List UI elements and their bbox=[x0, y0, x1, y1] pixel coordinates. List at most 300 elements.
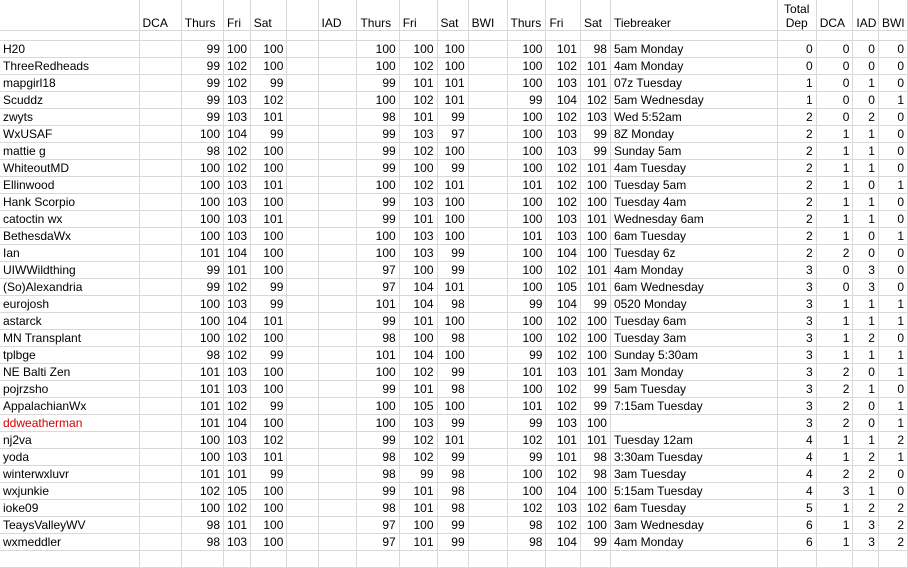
iad-fri-cell[interactable]: 102 bbox=[399, 92, 437, 109]
iad-fri-cell[interactable]: 102 bbox=[399, 432, 437, 449]
iad-label-cell[interactable] bbox=[318, 41, 357, 58]
dep-iad-cell[interactable]: 2 bbox=[853, 500, 879, 517]
bwi-fri-cell[interactable]: 102 bbox=[546, 58, 580, 75]
total-dep-cell[interactable]: 2 bbox=[777, 211, 816, 228]
dca-label-cell[interactable] bbox=[139, 313, 181, 330]
tiebreaker-cell[interactable]: 7:15am Tuesday bbox=[610, 398, 777, 415]
iad-label-cell[interactable] bbox=[318, 330, 357, 347]
dep-dca-cell[interactable]: 1 bbox=[816, 296, 853, 313]
dca-fri-cell[interactable]: 101 bbox=[224, 517, 251, 534]
iad-fri-cell[interactable]: 101 bbox=[399, 500, 437, 517]
bwi-fri-cell[interactable]: 104 bbox=[546, 296, 580, 313]
bwi-thurs-cell[interactable]: 99 bbox=[507, 415, 546, 432]
dep-bwi-cell[interactable]: 0 bbox=[878, 75, 907, 92]
dep-bwi-cell[interactable]: 2 bbox=[878, 517, 907, 534]
spacer-cell[interactable] bbox=[287, 347, 318, 364]
dca-sat-cell[interactable]: 102 bbox=[250, 92, 287, 109]
name-cell[interactable]: eurojosh bbox=[0, 296, 139, 313]
name-cell[interactable]: nj2va bbox=[0, 432, 139, 449]
dca-fri-cell[interactable]: 103 bbox=[224, 432, 251, 449]
dca-label-cell[interactable] bbox=[139, 466, 181, 483]
dca-thurs-cell[interactable]: 100 bbox=[181, 126, 223, 143]
dca-label-cell[interactable] bbox=[139, 262, 181, 279]
dca-label-cell[interactable] bbox=[139, 92, 181, 109]
empty-cell[interactable] bbox=[0, 31, 139, 41]
dep-dca-cell[interactable]: 2 bbox=[816, 245, 853, 262]
empty-cell[interactable] bbox=[777, 551, 816, 568]
bwi-label-cell[interactable] bbox=[468, 177, 507, 194]
dca-sat-cell[interactable]: 100 bbox=[250, 143, 287, 160]
dep-bwi-cell[interactable]: 0 bbox=[878, 330, 907, 347]
spacer-cell[interactable] bbox=[287, 109, 318, 126]
total-dep-cell[interactable]: 3 bbox=[777, 381, 816, 398]
bwi-sat-cell[interactable]: 99 bbox=[580, 143, 610, 160]
bwi-thurs-cell[interactable]: 98 bbox=[507, 534, 546, 551]
spacer-cell[interactable] bbox=[287, 279, 318, 296]
iad-sat-cell[interactable]: 101 bbox=[437, 432, 468, 449]
name-cell[interactable]: Hank Scorpio bbox=[0, 194, 139, 211]
bwi-thurs-cell[interactable]: 101 bbox=[507, 177, 546, 194]
dca-fri-cell[interactable]: 103 bbox=[224, 296, 251, 313]
bwi-label-cell[interactable] bbox=[468, 449, 507, 466]
dca-label-cell[interactable] bbox=[139, 517, 181, 534]
dca-label-cell[interactable] bbox=[139, 245, 181, 262]
iad-fri-cell[interactable]: 100 bbox=[399, 160, 437, 177]
iad-sat-cell[interactable]: 97 bbox=[437, 126, 468, 143]
bwi-label-cell[interactable] bbox=[468, 109, 507, 126]
dca-sat-cell[interactable]: 100 bbox=[250, 58, 287, 75]
dca-thurs-cell[interactable]: 100 bbox=[181, 330, 223, 347]
empty-cell[interactable] bbox=[318, 31, 357, 41]
dep-dca-cell[interactable]: 1 bbox=[816, 449, 853, 466]
bwi-fri-cell[interactable]: 103 bbox=[546, 126, 580, 143]
iad-sat-cell[interactable]: 99 bbox=[437, 517, 468, 534]
dca-sat-cell[interactable]: 101 bbox=[250, 109, 287, 126]
bwi-sat-cell[interactable]: 99 bbox=[580, 296, 610, 313]
iad-fri-cell[interactable]: 104 bbox=[399, 296, 437, 313]
iad-sat-cell[interactable]: 98 bbox=[437, 483, 468, 500]
empty-cell[interactable] bbox=[580, 551, 610, 568]
dep-iad-cell[interactable]: 3 bbox=[853, 262, 879, 279]
dca-fri-cell[interactable]: 103 bbox=[224, 177, 251, 194]
dep-dca-cell[interactable]: 0 bbox=[816, 92, 853, 109]
dca-sat-cell[interactable]: 100 bbox=[250, 483, 287, 500]
iad-fri-cell[interactable]: 101 bbox=[399, 211, 437, 228]
empty-cell[interactable] bbox=[546, 551, 580, 568]
dca-fri-cell[interactable]: 100 bbox=[224, 41, 251, 58]
iad-thurs-cell[interactable]: 98 bbox=[357, 466, 399, 483]
empty-cell[interactable] bbox=[816, 551, 853, 568]
dca-sat-cell[interactable]: 100 bbox=[250, 330, 287, 347]
empty-cell[interactable] bbox=[878, 551, 907, 568]
dca-label-cell[interactable] bbox=[139, 483, 181, 500]
dep-iad-cell[interactable]: 1 bbox=[853, 347, 879, 364]
bwi-sat-cell[interactable]: 98 bbox=[580, 449, 610, 466]
bwi-thurs-cell[interactable]: 99 bbox=[507, 347, 546, 364]
tiebreaker-cell[interactable]: Wednesday 6am bbox=[610, 211, 777, 228]
iad-label-cell[interactable] bbox=[318, 58, 357, 75]
iad-fri-cell[interactable]: 99 bbox=[399, 466, 437, 483]
dep-bwi-cell[interactable]: 0 bbox=[878, 58, 907, 75]
dep-dca-cell[interactable]: 0 bbox=[816, 41, 853, 58]
bwi-thurs-cell[interactable]: 100 bbox=[507, 160, 546, 177]
tiebreaker-cell[interactable]: 07z Tuesday bbox=[610, 75, 777, 92]
iad-label-cell[interactable] bbox=[318, 347, 357, 364]
dca-thurs-cell[interactable]: 99 bbox=[181, 58, 223, 75]
spacer-cell[interactable] bbox=[287, 228, 318, 245]
dca-thurs-cell[interactable]: 98 bbox=[181, 347, 223, 364]
dca-thurs-cell[interactable]: 99 bbox=[181, 279, 223, 296]
dca-fri-cell[interactable]: 102 bbox=[224, 500, 251, 517]
dep-dca-cell[interactable]: 1 bbox=[816, 432, 853, 449]
name-cell[interactable]: ddweatherman bbox=[0, 415, 139, 432]
dep-dca-cell[interactable]: 0 bbox=[816, 75, 853, 92]
name-cell[interactable]: yoda bbox=[0, 449, 139, 466]
bwi-sat-cell[interactable]: 101 bbox=[580, 58, 610, 75]
spacer-cell[interactable] bbox=[287, 126, 318, 143]
empty-cell[interactable] bbox=[507, 551, 546, 568]
dca-sat-cell[interactable]: 101 bbox=[250, 449, 287, 466]
bwi-sat-cell[interactable]: 102 bbox=[580, 92, 610, 109]
dca-sat-cell[interactable]: 100 bbox=[250, 517, 287, 534]
header-dep-bwi[interactable]: BWI bbox=[878, 0, 907, 31]
dca-label-cell[interactable] bbox=[139, 500, 181, 517]
dep-bwi-cell[interactable]: 1 bbox=[878, 347, 907, 364]
empty-cell[interactable] bbox=[853, 551, 879, 568]
iad-label-cell[interactable] bbox=[318, 211, 357, 228]
dep-iad-cell[interactable]: 0 bbox=[853, 398, 879, 415]
bwi-label-cell[interactable] bbox=[468, 41, 507, 58]
spacer-cell[interactable] bbox=[287, 245, 318, 262]
iad-sat-cell[interactable]: 99 bbox=[437, 415, 468, 432]
bwi-label-cell[interactable] bbox=[468, 262, 507, 279]
spacer-cell[interactable] bbox=[287, 194, 318, 211]
iad-sat-cell[interactable]: 101 bbox=[437, 177, 468, 194]
name-cell[interactable]: mapgirl18 bbox=[0, 75, 139, 92]
bwi-fri-cell[interactable]: 103 bbox=[546, 75, 580, 92]
dca-sat-cell[interactable]: 100 bbox=[250, 41, 287, 58]
dca-thurs-cell[interactable]: 101 bbox=[181, 398, 223, 415]
iad-fri-cell[interactable]: 102 bbox=[399, 177, 437, 194]
header-bwi-thurs[interactable]: Thurs bbox=[507, 0, 546, 31]
header-bwi[interactable]: BWI bbox=[468, 0, 507, 31]
dca-thurs-cell[interactable]: 101 bbox=[181, 381, 223, 398]
dep-dca-cell[interactable]: 1 bbox=[816, 211, 853, 228]
bwi-label-cell[interactable] bbox=[468, 313, 507, 330]
dca-thurs-cell[interactable]: 100 bbox=[181, 432, 223, 449]
empty-cell[interactable] bbox=[468, 551, 507, 568]
dca-thurs-cell[interactable]: 99 bbox=[181, 75, 223, 92]
bwi-label-cell[interactable] bbox=[468, 126, 507, 143]
name-cell[interactable]: pojrzsho bbox=[0, 381, 139, 398]
bwi-sat-cell[interactable]: 101 bbox=[580, 160, 610, 177]
bwi-thurs-cell[interactable]: 102 bbox=[507, 500, 546, 517]
bwi-fri-cell[interactable]: 103 bbox=[546, 364, 580, 381]
bwi-thurs-cell[interactable]: 99 bbox=[507, 296, 546, 313]
name-cell[interactable]: TeaysValleyWV bbox=[0, 517, 139, 534]
header-dep-iad[interactable]: IAD bbox=[853, 0, 879, 31]
iad-sat-cell[interactable]: 100 bbox=[437, 313, 468, 330]
spacer-cell[interactable] bbox=[287, 432, 318, 449]
tiebreaker-cell[interactable]: Tuesday 5am bbox=[610, 177, 777, 194]
spacer-cell[interactable] bbox=[287, 211, 318, 228]
spacer-cell[interactable] bbox=[287, 296, 318, 313]
total-dep-cell[interactable]: 2 bbox=[777, 109, 816, 126]
name-cell[interactable]: BethesdaWx bbox=[0, 228, 139, 245]
iad-thurs-cell[interactable]: 100 bbox=[357, 398, 399, 415]
dep-iad-cell[interactable]: 0 bbox=[853, 245, 879, 262]
bwi-label-cell[interactable] bbox=[468, 279, 507, 296]
dca-fri-cell[interactable]: 103 bbox=[224, 364, 251, 381]
dca-label-cell[interactable] bbox=[139, 143, 181, 160]
tiebreaker-cell[interactable]: 5am Wednesday bbox=[610, 92, 777, 109]
iad-label-cell[interactable] bbox=[318, 483, 357, 500]
name-cell[interactable]: catoctin wx bbox=[0, 211, 139, 228]
spacer-cell[interactable] bbox=[287, 75, 318, 92]
dep-dca-cell[interactable]: 2 bbox=[816, 415, 853, 432]
empty-cell[interactable] bbox=[777, 31, 816, 41]
total-dep-cell[interactable]: 4 bbox=[777, 466, 816, 483]
iad-sat-cell[interactable]: 100 bbox=[437, 143, 468, 160]
tiebreaker-cell[interactable]: Sunday 5:30am bbox=[610, 347, 777, 364]
bwi-sat-cell[interactable]: 100 bbox=[580, 177, 610, 194]
bwi-fri-cell[interactable]: 105 bbox=[546, 279, 580, 296]
total-dep-cell[interactable]: 2 bbox=[777, 228, 816, 245]
tiebreaker-cell[interactable]: 8Z Monday bbox=[610, 126, 777, 143]
dca-label-cell[interactable] bbox=[139, 364, 181, 381]
iad-thurs-cell[interactable]: 99 bbox=[357, 75, 399, 92]
iad-thurs-cell[interactable]: 97 bbox=[357, 534, 399, 551]
dep-bwi-cell[interactable]: 0 bbox=[878, 41, 907, 58]
name-cell[interactable]: Ian bbox=[0, 245, 139, 262]
iad-thurs-cell[interactable]: 99 bbox=[357, 194, 399, 211]
bwi-fri-cell[interactable]: 104 bbox=[546, 483, 580, 500]
bwi-fri-cell[interactable]: 102 bbox=[546, 194, 580, 211]
spacer-cell[interactable] bbox=[287, 449, 318, 466]
iad-fri-cell[interactable]: 101 bbox=[399, 381, 437, 398]
dca-sat-cell[interactable]: 99 bbox=[250, 279, 287, 296]
dep-dca-cell[interactable]: 0 bbox=[816, 279, 853, 296]
bwi-fri-cell[interactable]: 103 bbox=[546, 228, 580, 245]
iad-sat-cell[interactable]: 99 bbox=[437, 262, 468, 279]
tiebreaker-cell[interactable]: 4am Monday bbox=[610, 262, 777, 279]
bwi-thurs-cell[interactable]: 99 bbox=[507, 449, 546, 466]
iad-label-cell[interactable] bbox=[318, 534, 357, 551]
dca-sat-cell[interactable]: 100 bbox=[250, 228, 287, 245]
header-iad[interactable]: IAD bbox=[318, 0, 357, 31]
bwi-sat-cell[interactable]: 101 bbox=[580, 211, 610, 228]
bwi-label-cell[interactable] bbox=[468, 500, 507, 517]
tiebreaker-cell[interactable]: 0520 Monday bbox=[610, 296, 777, 313]
bwi-label-cell[interactable] bbox=[468, 194, 507, 211]
dca-fri-cell[interactable]: 104 bbox=[224, 415, 251, 432]
dep-iad-cell[interactable]: 0 bbox=[853, 364, 879, 381]
dep-iad-cell[interactable]: 1 bbox=[853, 483, 879, 500]
bwi-fri-cell[interactable]: 103 bbox=[546, 500, 580, 517]
dca-fri-cell[interactable]: 103 bbox=[224, 449, 251, 466]
total-dep-cell[interactable]: 3 bbox=[777, 313, 816, 330]
bwi-sat-cell[interactable]: 100 bbox=[580, 483, 610, 500]
empty-cell[interactable] bbox=[437, 31, 468, 41]
bwi-sat-cell[interactable]: 101 bbox=[580, 75, 610, 92]
total-dep-cell[interactable]: 5 bbox=[777, 500, 816, 517]
dca-thurs-cell[interactable]: 100 bbox=[181, 177, 223, 194]
iad-fri-cell[interactable]: 101 bbox=[399, 75, 437, 92]
bwi-thurs-cell[interactable]: 100 bbox=[507, 313, 546, 330]
dep-iad-cell[interactable]: 3 bbox=[853, 517, 879, 534]
empty-cell[interactable] bbox=[853, 31, 879, 41]
spacer-cell[interactable] bbox=[287, 262, 318, 279]
iad-label-cell[interactable] bbox=[318, 262, 357, 279]
name-cell[interactable]: tplbge bbox=[0, 347, 139, 364]
header-dca[interactable]: DCA bbox=[139, 0, 181, 31]
total-dep-cell[interactable]: 0 bbox=[777, 58, 816, 75]
total-dep-cell[interactable]: 6 bbox=[777, 517, 816, 534]
iad-thurs-cell[interactable]: 99 bbox=[357, 381, 399, 398]
spacer-cell[interactable] bbox=[287, 92, 318, 109]
bwi-label-cell[interactable] bbox=[468, 245, 507, 262]
dca-thurs-cell[interactable]: 99 bbox=[181, 262, 223, 279]
dca-sat-cell[interactable]: 101 bbox=[250, 211, 287, 228]
name-cell[interactable]: winterwxluvr bbox=[0, 466, 139, 483]
dca-label-cell[interactable] bbox=[139, 194, 181, 211]
tiebreaker-cell[interactable]: Tuesday 6z bbox=[610, 245, 777, 262]
dca-thurs-cell[interactable]: 100 bbox=[181, 313, 223, 330]
empty-cell[interactable] bbox=[250, 31, 287, 41]
name-cell[interactable]: mattie g bbox=[0, 143, 139, 160]
iad-label-cell[interactable] bbox=[318, 466, 357, 483]
bwi-sat-cell[interactable]: 100 bbox=[580, 313, 610, 330]
bwi-fri-cell[interactable]: 104 bbox=[546, 534, 580, 551]
iad-thurs-cell[interactable]: 97 bbox=[357, 517, 399, 534]
dca-label-cell[interactable] bbox=[139, 41, 181, 58]
total-dep-cell[interactable]: 3 bbox=[777, 296, 816, 313]
bwi-fri-cell[interactable]: 103 bbox=[546, 211, 580, 228]
empty-cell[interactable] bbox=[287, 31, 318, 41]
iad-label-cell[interactable] bbox=[318, 432, 357, 449]
dca-fri-cell[interactable]: 102 bbox=[224, 143, 251, 160]
header-iad-fri[interactable]: Fri bbox=[399, 0, 437, 31]
bwi-label-cell[interactable] bbox=[468, 398, 507, 415]
dep-iad-cell[interactable]: 3 bbox=[853, 279, 879, 296]
spacer-cell[interactable] bbox=[287, 415, 318, 432]
bwi-sat-cell[interactable]: 98 bbox=[580, 41, 610, 58]
iad-fri-cell[interactable]: 100 bbox=[399, 517, 437, 534]
bwi-thurs-cell[interactable]: 100 bbox=[507, 143, 546, 160]
bwi-fri-cell[interactable]: 102 bbox=[546, 313, 580, 330]
dca-sat-cell[interactable]: 99 bbox=[250, 466, 287, 483]
bwi-sat-cell[interactable]: 98 bbox=[580, 466, 610, 483]
iad-fri-cell[interactable]: 100 bbox=[399, 262, 437, 279]
dep-dca-cell[interactable]: 1 bbox=[816, 143, 853, 160]
dca-fri-cell[interactable]: 102 bbox=[224, 330, 251, 347]
iad-sat-cell[interactable]: 99 bbox=[437, 364, 468, 381]
bwi-fri-cell[interactable]: 102 bbox=[546, 347, 580, 364]
iad-thurs-cell[interactable]: 101 bbox=[357, 296, 399, 313]
iad-thurs-cell[interactable]: 100 bbox=[357, 364, 399, 381]
dca-thurs-cell[interactable]: 100 bbox=[181, 211, 223, 228]
dep-bwi-cell[interactable]: 0 bbox=[878, 245, 907, 262]
total-dep-cell[interactable]: 4 bbox=[777, 449, 816, 466]
dca-sat-cell[interactable]: 99 bbox=[250, 347, 287, 364]
dep-iad-cell[interactable]: 2 bbox=[853, 330, 879, 347]
dep-bwi-cell[interactable]: 2 bbox=[878, 500, 907, 517]
iad-fri-cell[interactable]: 101 bbox=[399, 534, 437, 551]
bwi-thurs-cell[interactable]: 100 bbox=[507, 381, 546, 398]
bwi-fri-cell[interactable]: 103 bbox=[546, 415, 580, 432]
header-total-dep[interactable] bbox=[777, 0, 816, 31]
dep-dca-cell[interactable]: 2 bbox=[816, 381, 853, 398]
dca-label-cell[interactable] bbox=[139, 296, 181, 313]
name-cell[interactable]: WhiteoutMD bbox=[0, 160, 139, 177]
bwi-thurs-cell[interactable]: 100 bbox=[507, 109, 546, 126]
bwi-sat-cell[interactable]: 100 bbox=[580, 517, 610, 534]
header-bwi-fri[interactable]: Fri bbox=[546, 0, 580, 31]
empty-cell[interactable] bbox=[139, 551, 181, 568]
dep-iad-cell[interactable]: 1 bbox=[853, 313, 879, 330]
dep-bwi-cell[interactable]: 1 bbox=[878, 228, 907, 245]
dep-bwi-cell[interactable]: 0 bbox=[878, 160, 907, 177]
tiebreaker-cell[interactable]: Tuesday 6am bbox=[610, 313, 777, 330]
dca-fri-cell[interactable]: 101 bbox=[224, 466, 251, 483]
iad-sat-cell[interactable]: 99 bbox=[437, 245, 468, 262]
iad-label-cell[interactable] bbox=[318, 381, 357, 398]
total-dep-cell[interactable]: 1 bbox=[777, 92, 816, 109]
iad-thurs-cell[interactable]: 98 bbox=[357, 109, 399, 126]
dep-iad-cell[interactable]: 0 bbox=[853, 92, 879, 109]
iad-sat-cell[interactable]: 100 bbox=[437, 347, 468, 364]
iad-sat-cell[interactable]: 98 bbox=[437, 500, 468, 517]
iad-sat-cell[interactable]: 100 bbox=[437, 58, 468, 75]
dep-iad-cell[interactable]: 0 bbox=[853, 415, 879, 432]
iad-fri-cell[interactable]: 100 bbox=[399, 41, 437, 58]
dca-label-cell[interactable] bbox=[139, 534, 181, 551]
tiebreaker-cell[interactable]: 5:15am Tuesday bbox=[610, 483, 777, 500]
iad-thurs-cell[interactable]: 99 bbox=[357, 483, 399, 500]
iad-thurs-cell[interactable]: 100 bbox=[357, 228, 399, 245]
bwi-thurs-cell[interactable]: 100 bbox=[507, 330, 546, 347]
iad-thurs-cell[interactable]: 100 bbox=[357, 41, 399, 58]
tiebreaker-cell[interactable]: Tuesday 3am bbox=[610, 330, 777, 347]
spacer-cell[interactable] bbox=[287, 177, 318, 194]
total-dep-cell[interactable]: 3 bbox=[777, 398, 816, 415]
total-dep-cell[interactable]: 2 bbox=[777, 177, 816, 194]
empty-cell[interactable] bbox=[357, 31, 399, 41]
dca-fri-cell[interactable]: 105 bbox=[224, 483, 251, 500]
dca-thurs-cell[interactable]: 100 bbox=[181, 194, 223, 211]
iad-thurs-cell[interactable]: 98 bbox=[357, 449, 399, 466]
dep-dca-cell[interactable]: 1 bbox=[816, 126, 853, 143]
iad-thurs-cell[interactable]: 97 bbox=[357, 262, 399, 279]
iad-label-cell[interactable] bbox=[318, 296, 357, 313]
dep-dca-cell[interactable]: 1 bbox=[816, 517, 853, 534]
dca-sat-cell[interactable]: 100 bbox=[250, 160, 287, 177]
empty-cell[interactable] bbox=[287, 551, 318, 568]
bwi-thurs-cell[interactable]: 100 bbox=[507, 58, 546, 75]
bwi-thurs-cell[interactable]: 99 bbox=[507, 92, 546, 109]
empty-cell[interactable] bbox=[507, 31, 546, 41]
dca-label-cell[interactable] bbox=[139, 330, 181, 347]
dep-dca-cell[interactable]: 2 bbox=[816, 466, 853, 483]
iad-label-cell[interactable] bbox=[318, 75, 357, 92]
dep-iad-cell[interactable]: 0 bbox=[853, 41, 879, 58]
dca-sat-cell[interactable]: 99 bbox=[250, 126, 287, 143]
dep-dca-cell[interactable]: 1 bbox=[816, 500, 853, 517]
bwi-sat-cell[interactable]: 102 bbox=[580, 500, 610, 517]
dep-dca-cell[interactable]: 2 bbox=[816, 364, 853, 381]
iad-fri-cell[interactable]: 105 bbox=[399, 398, 437, 415]
empty-cell[interactable] bbox=[224, 31, 251, 41]
